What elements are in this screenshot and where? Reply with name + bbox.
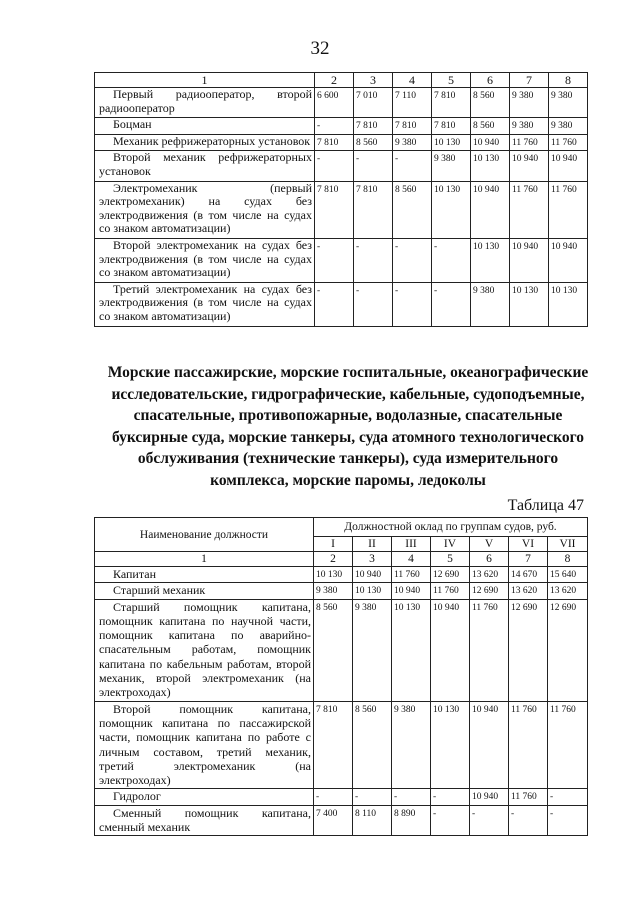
salary-value: 11 760 [510,134,549,151]
column-number: 1 [95,552,314,567]
group-label: VII [548,537,588,552]
column-number: 7 [509,552,548,567]
salary-value: 11 760 [509,789,548,805]
salary-value: 7 810 [315,134,354,151]
salary-value: 10 940 [549,238,588,282]
position-name: Старший помощник капитана, помощник капитана по научной части, помощник капитана по аварийно-спасательным работам, помощник капитана по кабельным работам, второй механик, второй электромеханик (на электроходах) [95,599,314,701]
salary-value: 10 130 [471,151,510,181]
salary-header: Должностной оклад по группам судов, руб. [314,518,588,537]
column-number: 8 [548,552,588,567]
salary-value: - [392,789,431,805]
column-number: 7 [510,73,549,88]
column-number: 4 [393,73,432,88]
salary-value: 7 810 [432,118,471,135]
salary-value: 10 940 [471,134,510,151]
salary-value: 10 940 [392,583,431,599]
salary-value: 11 760 [392,567,431,583]
salary-value: 9 380 [353,599,392,701]
page-number: 32 [310,38,330,59]
salary-value: - [431,805,470,836]
salary-value: 7 810 [314,701,353,789]
table-row [95,599,588,701]
table-row [95,789,588,805]
salary-value: - [354,238,393,282]
column-number-row [95,552,588,567]
salary-value: 12 690 [509,599,548,701]
column-number: 2 [315,73,354,88]
salary-value: - [548,789,588,805]
salary-value: 10 130 [471,238,510,282]
salary-value: 9 380 [314,583,353,599]
salary-value: 8 890 [392,805,431,836]
salary-value: 7 810 [315,181,354,238]
salary-value: 8 560 [471,88,510,118]
salary-value: - [315,282,354,326]
salary-value: - [548,805,588,836]
salary-value: 10 940 [510,238,549,282]
salary-value: 10 940 [549,151,588,181]
salary-value: 8 110 [353,805,392,836]
column-number: 8 [549,73,588,88]
salary-value: 7 810 [354,181,393,238]
table-row [95,134,588,151]
salary-value: 9 380 [432,151,471,181]
salary-value: 13 620 [509,583,548,599]
salary-value: 10 130 [432,134,471,151]
column-number: 2 [314,552,353,567]
salary-value: 9 380 [510,88,549,118]
group-label: I [314,537,353,552]
position-name-header: Наименование должности [95,518,314,552]
salary-value: 10 940 [510,151,549,181]
salary-value: - [432,282,471,326]
salary-value: 10 130 [432,181,471,238]
position-name: Боцман [95,118,315,135]
column-number: 3 [353,552,392,567]
position-name: Первый радиооператор, второй радиооператор [95,88,315,118]
salary-value: - [314,789,353,805]
salary-value: 11 760 [431,583,470,599]
salary-value: - [354,151,393,181]
salary-value: 11 760 [549,181,588,238]
salary-value: 8 560 [314,599,353,701]
position-name: Механик рефрижераторных установок [95,134,315,151]
salary-value: 11 760 [470,599,509,701]
position-name: Капитан [95,567,314,583]
salary-value: - [393,238,432,282]
salary-value: 11 760 [549,134,588,151]
salary-value: - [354,282,393,326]
salary-value: 11 760 [548,701,588,789]
table-row [95,88,588,118]
salary-value: 15 640 [548,567,588,583]
salary-value: 9 380 [393,134,432,151]
group-label: IV [431,537,470,552]
table-row [95,151,588,181]
salary-value: - [432,238,471,282]
table-row [95,567,588,583]
table-label: Таблица 47 [507,497,584,514]
salary-value: - [315,151,354,181]
table-row [95,583,588,599]
position-name: Старший механик [95,583,314,599]
salary-value: 7 810 [393,118,432,135]
salary-value: 10 940 [470,701,509,789]
section-title: Морские пассажирские, морские госпитальные, океанографические исследовательские, гидрографические, кабельные, судоподъемные, спасательные, противопожарные, водолазные, спасательные буксирные суда, морские танкеры, суда атомного технологического обслуживания (технические танкеры), суда измерительного комплекса, морские паромы, ледоколы [107,364,589,489]
salary-value: - [353,789,392,805]
salary-value: - [470,805,509,836]
position-name: Третий электромеханик на судах без электродвижения (в том числе на судах со знаком автоматизации) [95,282,315,326]
table-header-row [95,73,588,88]
salary-value: 11 760 [509,701,548,789]
salary-value: 13 620 [470,567,509,583]
salary-value: 10 130 [353,583,392,599]
position-name: Сменный помощник капитана, сменный механик [95,805,314,836]
salary-value: 12 690 [431,567,470,583]
salary-value: 9 380 [471,282,510,326]
table-row [95,701,588,789]
salary-value: 10 130 [431,701,470,789]
salary-value: 10 130 [510,282,549,326]
salary-value: 10 130 [392,599,431,701]
salary-value: 14 670 [509,567,548,583]
column-number: 1 [95,73,315,88]
salary-value: - [431,789,470,805]
salary-value: - [315,238,354,282]
column-number: 3 [354,73,393,88]
salary-value: - [315,118,354,135]
salary-value: 13 620 [548,583,588,599]
table-row [95,282,588,326]
column-number: 5 [431,552,470,567]
salary-value: 9 380 [392,701,431,789]
salary-value: 11 760 [510,181,549,238]
salary-value: 7 010 [354,88,393,118]
group-label: V [470,537,509,552]
salary-value: 10 130 [314,567,353,583]
salary-value: 10 940 [470,789,509,805]
salary-value: 8 560 [353,701,392,789]
table-header-row [95,518,588,537]
position-name: Второй помощник капитана, помощник капитана по пассажирской части, помощник капитана по работе с личным составом, третий механик, третий электромеханик (на электроходах) [95,701,314,789]
salary-value: 10 130 [549,282,588,326]
table-row [95,118,588,135]
group-label: II [353,537,392,552]
position-name: Электромеханик (первый электромеханик) на судах без электродвижения (в том числе на судах со знаком автоматизации) [95,181,315,238]
salary-value: 9 380 [510,118,549,135]
table-row [95,181,588,238]
salary-value: 7 810 [432,88,471,118]
column-number: 4 [392,552,431,567]
salary-value: 8 560 [393,181,432,238]
salary-value: 10 940 [431,599,470,701]
salary-value: - [393,282,432,326]
salary-value: 7 810 [354,118,393,135]
column-number: 5 [432,73,471,88]
position-name: Второй механик рефрижераторных установок [95,151,315,181]
table-row [95,238,588,282]
column-number: 6 [470,552,509,567]
salary-value: - [393,151,432,181]
salary-value: 9 380 [549,88,588,118]
salary-value: 10 940 [353,567,392,583]
salary-value: - [509,805,548,836]
salary-value: 6 600 [315,88,354,118]
table-row [95,805,588,836]
salary-value: 7 110 [393,88,432,118]
salary-value: 12 690 [470,583,509,599]
salary-value: 10 940 [471,181,510,238]
salary-value: 7 400 [314,805,353,836]
position-name: Второй электромеханик на судах без электродвижения (в том числе на судах со знаком автоматизации) [95,238,315,282]
salary-value: 9 380 [549,118,588,135]
group-label: VI [509,537,548,552]
salary-value: 12 690 [548,599,588,701]
salary-value: 8 560 [354,134,393,151]
salary-table-47 [94,517,588,836]
group-label: III [392,537,431,552]
salary-value: 8 560 [471,118,510,135]
column-number: 6 [471,73,510,88]
salary-table-continued [94,72,588,327]
position-name: Гидролог [95,789,314,805]
